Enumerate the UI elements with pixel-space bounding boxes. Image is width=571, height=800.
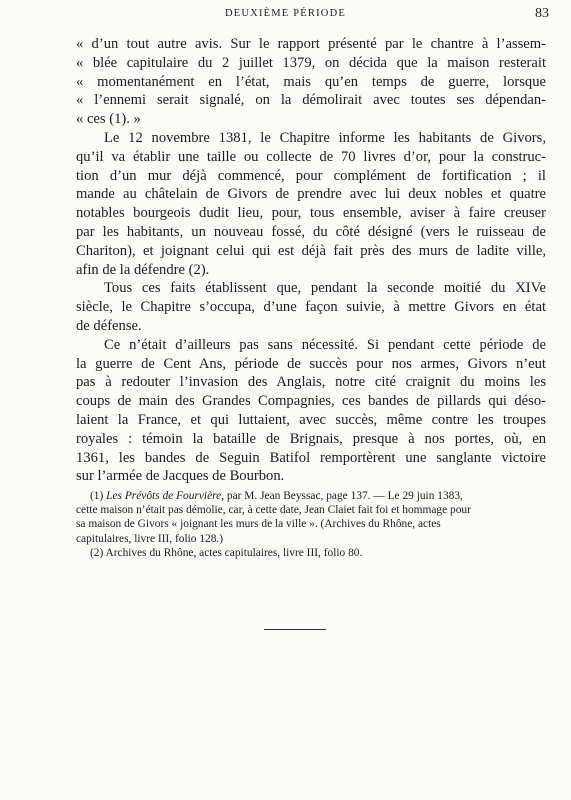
text-line: pas à redouter l’invasion des Anglais, notre cité craignit du moins les <box>76 374 546 391</box>
text-line: sur l’armée de Jacques de Bourbon. <box>76 468 285 485</box>
text-line: « blée capitulaire du 2 juillet 1379, on décida que la maison resterait <box>76 54 546 71</box>
footnote-2: (2) Archives du Rhône, actes capitulaires, livre III, folio 80. <box>90 546 363 559</box>
text-line: mande au châtelain de Givors de prendre avec lui deux nobles et quatre <box>76 186 546 203</box>
body-text <box>76 35 546 486</box>
text-line: qu’il va établir une taille ou collecte de 70 livres d’or, pour la construc- <box>76 148 546 165</box>
text-line: « momentanément en l’état, mais qu’en temps de guerre, lorsque <box>76 73 546 90</box>
text-line: « d’un tout autre avis. Sur le rapport présenté par le chantre à l’assem- <box>76 36 546 52</box>
running-head <box>0 6 571 26</box>
text-line: 1361, les bandes de Seguin Batifol remportèrent une sanglante victoire <box>76 449 546 466</box>
text-line: par les habitants, un nouveau fossé, du côté désigné (vers le ruisseau de <box>76 223 546 240</box>
text-line: laient la France, et qui luttaient, avec succès, même contre les troupes <box>76 411 546 428</box>
footnotes <box>76 489 546 560</box>
text-line: afin de la défendre (2). <box>76 261 210 278</box>
text-line: la guerre de Cent Ans, période de succès pour nos armes, Givors n’eut <box>76 355 546 372</box>
text-line: Tous ces faits établissent que, pendant la seconde moitié du XIVe <box>104 280 546 297</box>
text-line: « ces (1). » <box>76 111 141 128</box>
text-line: « l’ennemi serait signalé, on la démolirait avec toutes ses dépendan- <box>76 92 546 109</box>
page-number: 83 <box>535 6 549 21</box>
text-line: tion d’un mur déjà commencé, pour complément de fortification ; il <box>76 167 546 184</box>
text-line: de défense. <box>76 317 142 334</box>
text-line: siècle, le Chapitre s’occupa, d’une façon suivie, à mettre Givors en état <box>76 299 546 316</box>
text-line: royales : témoin la bataille de Brignais, presque à nos portes, où, en <box>76 430 546 447</box>
text-line: notables bourgeois dudit lieu, pour, tous ensemble, aviser à faire creuser <box>76 205 546 222</box>
running-title: DEUXIÈME PÉRIODE <box>225 8 346 19</box>
footnote-1-marker: (1) <box>90 490 104 502</box>
footnote-1 <box>76 489 546 503</box>
text-line: Le 12 novembre 1381, le Chapitre informe les habitants de Givors, <box>104 129 546 146</box>
footnote-line: capitulaires, livre III, folio 128.) <box>76 532 224 545</box>
footnote-1-rest: , par M. Jean Beyssac, page 137. — Le 29 juin 1383, <box>221 490 463 502</box>
end-rule <box>264 629 326 630</box>
footnote-line: cette maison n’était pas démolie, car, à cette date, Jean Claiet fait foi et hommage pour <box>76 504 471 517</box>
text-line: Ce n’était d’ailleurs pas sans nécessité. Si pendant cette période de <box>104 336 546 353</box>
footnote-1-title: Les Prévôts de Fourvière <box>106 490 222 502</box>
text-line: coups de main des Grandes Compagnies, ces bandes de pillards qui déso- <box>76 393 546 410</box>
text-line: Chariton), et joignant celui qui est déjà fait près des murs de ladite ville, <box>76 242 546 259</box>
footnote-line: sa maison de Givors « joignant les murs de la ville ». (Archives du Rhône, actes <box>76 518 441 531</box>
